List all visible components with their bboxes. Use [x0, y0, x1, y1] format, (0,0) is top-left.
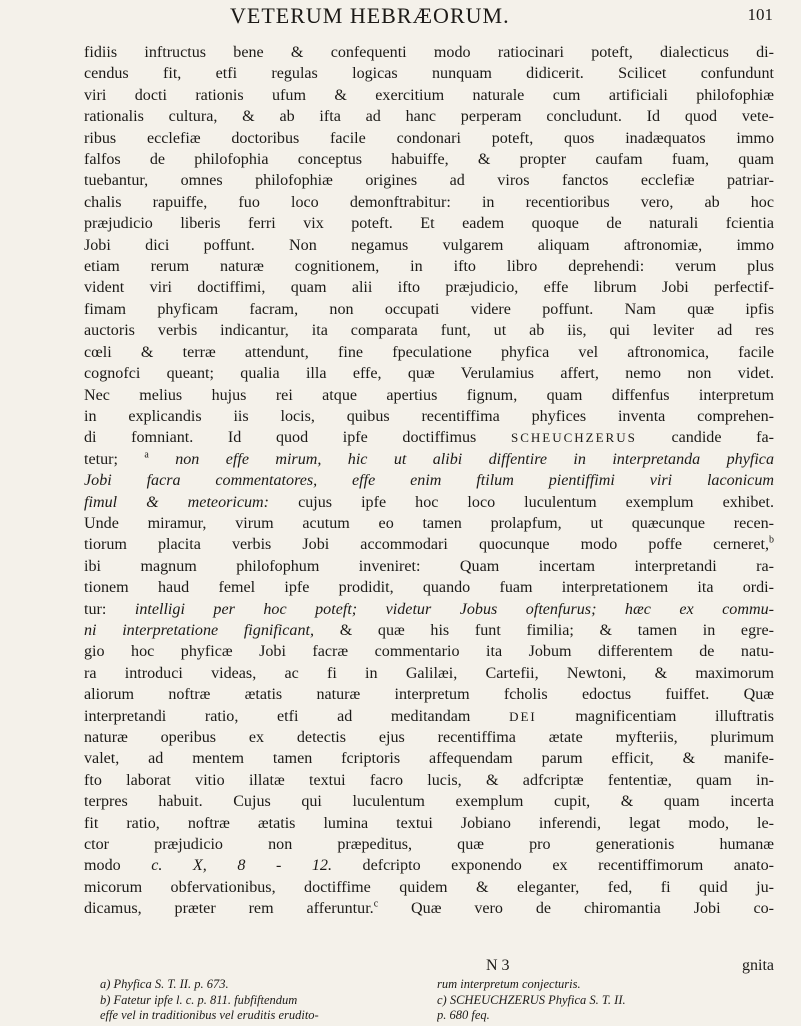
main-text: [84, 42, 774, 920]
footnote-marker: c: [373, 898, 379, 910]
text-line: auctoris verbis indicantur, ita comparata funt, ut ab iis, qui leviter ad res: [84, 322, 774, 340]
text-line: tuebantur, omnes philofophiæ origines ad viros fanctos ecclefiæ patriar-: [84, 172, 774, 190]
footnote-continuation: rum interpretum conjecturis.: [437, 977, 581, 991]
signature-row: [84, 957, 774, 979]
text-segment: candide fa-: [636, 429, 774, 447]
reference-italic: c. X, 8 - 12.: [151, 857, 332, 875]
text-line: falfos de philofophia conceptus habuiffe, & propter caufam fuam, quam: [84, 151, 774, 169]
text-line: ra introduci videas, ac fi in Galilæi, Cartefii, Newtoni, & maximorum: [84, 664, 774, 682]
text-segment: magnificentiam illuftratis: [536, 707, 774, 725]
text-segment: Quæ vero de chiromantia Jobi co-: [378, 900, 774, 918]
text-line: [84, 427, 774, 448]
text-line: [84, 706, 774, 727]
text-line: [84, 599, 774, 620]
text-line: [84, 492, 774, 513]
text-line: cœli & terræ attendunt, fine fpeculatione phyfica vel aftronomica, facile: [84, 343, 774, 361]
text-line: in explicandis iis locis, quibus recentiffima phyfices inventa comprehen-: [84, 407, 774, 425]
quotation-italic: ni interpretatione fignificant,: [84, 621, 315, 639]
text-segment: di fomniant. Id quod ipfe doctiffimus: [84, 429, 477, 447]
text-line: cognofci queant; qualia illa effe, quæ Verulamius affert, nemo non videt.: [84, 365, 774, 383]
text-line: [84, 855, 774, 876]
text-line: fimam phyficam facram, non occupati videre poffunt. Nam quæ ipfis: [84, 300, 774, 318]
catchword: gnita: [742, 957, 774, 974]
text-line: ctor præjudicio non præpeditus, quæ pro generationis humanæ: [84, 836, 774, 854]
text-line: vident viri doctiffimi, quam alii ifto præjudicio, effe librum Jobi perfectif-: [84, 279, 774, 297]
footnote-row: [100, 1008, 774, 1024]
footnote-row: [100, 993, 774, 1009]
footnote-b: b) Fatetur ipfe l. c. p. 811. fubfiftendum: [100, 992, 298, 1007]
text-line: cendus fit, etfi regulas logicas nunquam didicerit. Scilicet confundunt: [84, 65, 774, 83]
running-head: [92, 3, 773, 35]
text-line: Nec melius hujus rei atque apertius fignum, quam diffenfus interpretum: [84, 386, 774, 404]
text-line: valet, ad mentem tamen fcriptoris affequendam parum efficit, & manife-: [84, 750, 774, 768]
quotation-italic: fimul & meteoricum:: [84, 493, 270, 511]
text-line: viri docti rationis ufum & exercitium naturale cum artificiali philofophiæ: [84, 86, 774, 104]
text-segment: tur:: [84, 600, 135, 618]
text-line: [84, 449, 774, 470]
text-segment: & quæ his funt fimilia; & tamen in egre-: [314, 621, 774, 639]
footnote-c: c) SCHEUCHZERUS Phyfica S. T. II.: [437, 992, 626, 1007]
footnote-marker: a: [144, 449, 149, 461]
text-line: aliorum noftræ ætatis naturæ interpretum fcholis edoctus fuiffet. Quæ: [84, 686, 774, 704]
text-segment: dicamus, præter rem afferuntur.: [84, 900, 374, 918]
author-name-smallcaps: SCHEUCHZERUS: [510, 430, 637, 446]
text-line: [84, 620, 774, 641]
text-line: gio hoc phyficæ Jobi facræ commentario ita Jobum differentem de natu-: [84, 643, 774, 661]
quotation-italic: intelligi per hoc poteft; videtur Jobus oftenfurus; hæc ex commu-: [134, 600, 774, 618]
text-line: etiam rerum naturæ cognitionem, in ifto libro deprehendi: verum plus: [84, 258, 774, 276]
text-line: [84, 898, 774, 919]
text-line: chalis rapuiffe, fuo loco demonftrabitur: in recentioribus vero, ab hoc: [84, 193, 774, 211]
footnote-c-continuation: p. 680 feq.: [437, 1008, 490, 1023]
text-line: micorum obfervationibus, doctiffime quidem & eleganter, fed, fi quid ju-: [84, 878, 774, 896]
text-line: terpres habuit. Cujus qui luculentum exemplum cupit, & quam incerta: [84, 793, 774, 811]
text-segment: defcripto exponendo ex recentiffimorum anato-: [331, 857, 774, 875]
text-segment: tetur;: [84, 450, 145, 468]
text-line: ibi magnum philofophum inveniret: Quam incertam interpretandi ra-: [84, 557, 774, 575]
text-segment: tiorum placita verbis Jobi accommodari quocunque modo poffe cerneret,: [84, 536, 769, 554]
footnote-b-continuation: effe vel in traditionibus vel eruditis erudito-: [100, 1008, 319, 1023]
text-segment: modo: [84, 857, 152, 875]
text-segment: interpretandi ratio, etfi ad meditandam: [84, 707, 471, 725]
text-line: [84, 534, 774, 555]
text-line: naturæ operibus ex detectis ejus recentiffima ætate myfteriis, plurimum: [84, 729, 774, 746]
footnote-a: a) Phyfica S. T. II. p. 673.: [100, 977, 229, 991]
footnote-row: [100, 977, 774, 993]
text-line: fidiis inftructus bene & confequenti modo ratiocinari poteft, dialecticus di-: [84, 44, 774, 61]
quotation-italic: non effe mirum, hic ut alibi diffentire in interpretanda phyfica: [148, 450, 774, 468]
signature-mark: N 3: [486, 957, 510, 974]
text-line: ribus ecclefiæ doctoribus facile condonari poteft, quos inadæquatos immo: [84, 129, 774, 147]
text-segment: cujus ipfe hoc loco luculentum exemplum exhibet.: [269, 493, 774, 511]
text-line: Jobi dici poffunt. Non negamus vulgarem aliquam aftronomiæ, immo: [84, 236, 774, 254]
footnote-marker: b: [769, 534, 774, 546]
text-line: Jobi facra commentatores, effe enim ftilum pientiffimi viri laconicum: [84, 472, 774, 490]
text-line: rationalis cultura, & ab ifta ad hanc perperam concludunt. Id quod vete-: [84, 108, 774, 126]
running-title: VETERUM HEBRÆORUM.: [230, 3, 510, 28]
text-line: fto laborat vitio illatæ textui facro lucis, & adfcriptæ fententiæ, quam in-: [84, 771, 774, 789]
page-number: 101: [747, 5, 773, 24]
dei-smallcaps: DEI: [509, 708, 537, 724]
text-line: Unde miramur, virum acutum eo tamen prolapfum, ut quæcunque recen-: [84, 514, 774, 532]
text-line: tionem haud femel ipfe prodidit, quando fuam interpretationem ita ordi-: [84, 579, 774, 597]
text-line: præjudicio liberis ferri vix poteft. Et eadem quoque de naturali fcientia: [84, 215, 774, 233]
text-line: fit ratio, noftræ ætatis lumina textui Jobiano inferendi, legat modo, le-: [84, 814, 774, 832]
footnotes: [100, 977, 774, 1024]
